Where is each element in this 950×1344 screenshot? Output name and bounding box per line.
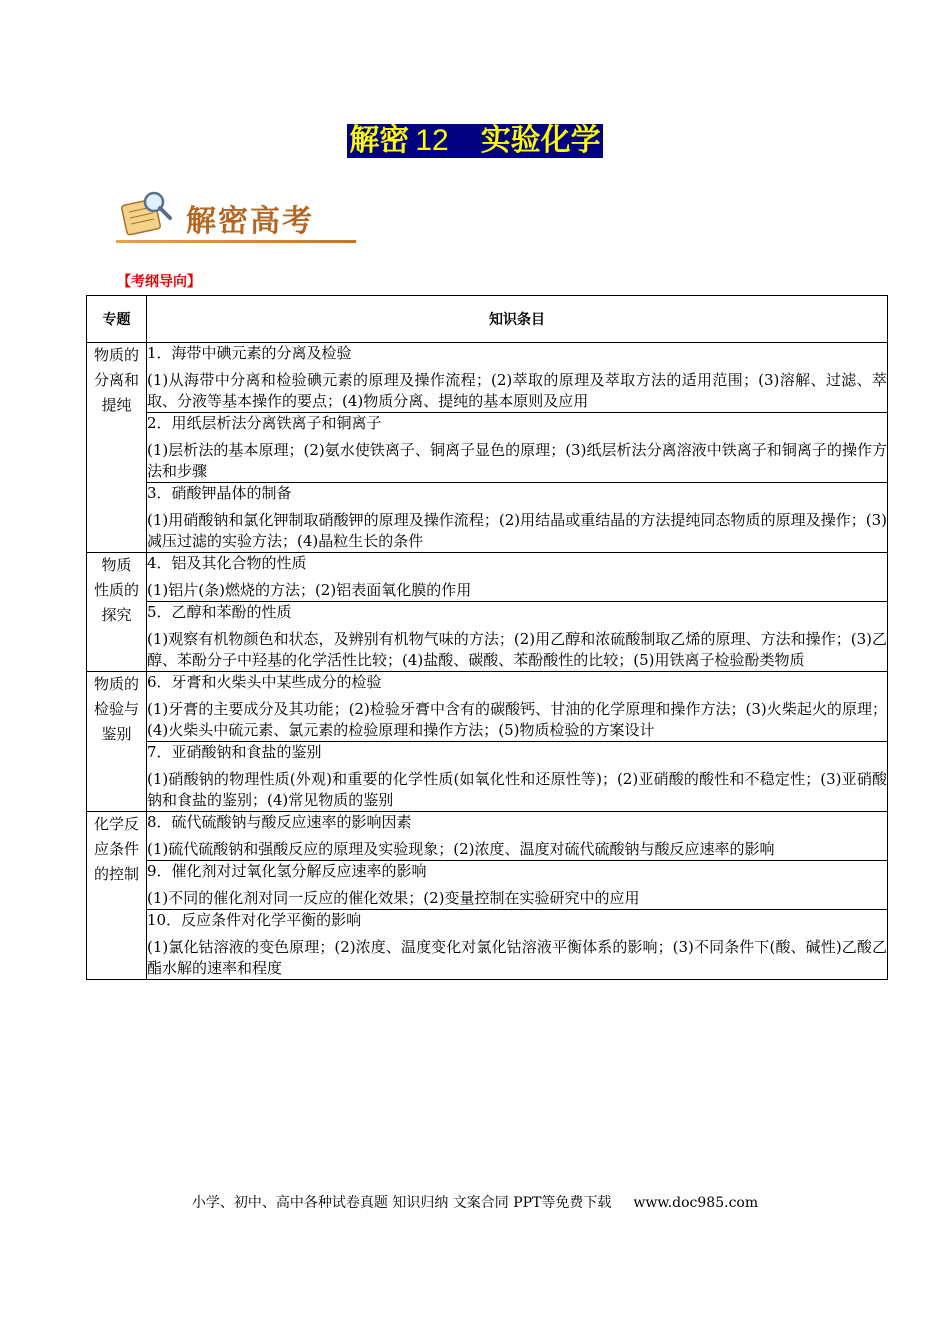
page-footer [0, 1192, 950, 1212]
item-heading: 1．海带中碘元素的分离及检验 [147, 344, 352, 362]
knowledge-item [147, 343, 888, 413]
item-heading: 10．反应条件对化学平衡的影响 [147, 911, 362, 929]
topic-line: 鉴别 [101, 725, 132, 743]
item-description: (1)观察有机物颜色和状态，及辨别有机物气味的方法；(2)用乙醇和浓硫酸制取乙烯的原理、方法和操作；(3)乙醇、苯酚分子中羟基的化学活性比较；(4)盐酸、碳酸、苯酚酸性的比较；(5)用铁离子检验酚类物质 [147, 630, 887, 669]
topic-line: 的控制 [93, 865, 139, 883]
item-description: (1)铝片(条)燃烧的方法；(2)铝表面氧化膜的作用 [147, 581, 472, 599]
topic-line: 物质 [101, 556, 132, 574]
table-row [87, 343, 888, 413]
footer-text: 小学、初中、高中各种试卷真题 知识归纳 文案合同 PPT等免费下载 [191, 1195, 612, 1211]
item-heading: 4．铝及其化合物的性质 [147, 554, 307, 572]
item-heading: 2．用纸层析法分离铁离子和铜离子 [147, 414, 382, 432]
table-row [87, 672, 888, 742]
item-description: (1)层析法的基本原理；(2)氨水使铁离子、铜离子显色的原理；(3)纸层析法分离溶液中铁离子和铜离子的操作方法和步骤 [147, 441, 887, 480]
item-heading: 6．牙膏和火柴头中某些成分的检验 [147, 673, 382, 691]
banner-text: 解密高考 [186, 204, 314, 239]
knowledge-table [86, 295, 888, 980]
topic-line: 应条件 [93, 840, 139, 858]
topic-cell [87, 672, 147, 812]
item-heading: 8．硫代硫酸钠与酸反应速率的影响因素 [147, 813, 412, 831]
topic-line: 分离和 [93, 371, 139, 389]
table-row [87, 413, 888, 483]
item-description: (1)不同的催化剂对同一反应的催化效果；(2)变量控制在实验研究中的应用 [147, 889, 640, 907]
topic-line: 化学反 [93, 815, 139, 833]
topic-cell [87, 343, 147, 553]
topic-line: 探究 [101, 606, 132, 624]
header-topic: 专题 [87, 296, 147, 343]
header-knowledge: 知识条目 [147, 296, 888, 343]
footer-url[interactable]: www.doc985.com [633, 1195, 759, 1211]
banner-underline [116, 240, 356, 243]
topic-line: 检验与 [93, 700, 139, 718]
title-wrap [0, 124, 950, 158]
knowledge-item [147, 812, 888, 861]
table-row [87, 483, 888, 553]
table-header-row [87, 296, 888, 343]
page-title [347, 124, 602, 158]
item-description: (1)从海带中分离和检验碘元素的原理及操作流程；(2)萃取的原理及萃取方法的适用范围；(3)溶解、过滤、萃取、分液等基本操作的要点；(4)物质分离、提纯的基本原则及应用 [147, 371, 887, 410]
item-description: (1)硫代硫酸钠和强酸反应的原理及实验现象；(2)浓度、温度对硫代硫酸钠与酸反应速率的影响 [147, 840, 775, 858]
title-number: 12 [415, 124, 449, 157]
table-row [87, 602, 888, 672]
topic-line: 提纯 [101, 396, 132, 414]
topic-cell [87, 812, 147, 980]
item-heading: 5．乙醇和苯酚的性质 [147, 603, 292, 621]
topic-line: 性质的 [93, 581, 139, 599]
table-row [87, 812, 888, 861]
knowledge-item [147, 553, 888, 602]
item-heading: 9．催化剂对过氧化氢分解反应速率的影响 [147, 862, 427, 880]
table-row [87, 553, 888, 602]
item-description: (1)牙膏的主要成分及其功能；(2)检验牙膏中含有的碳酸钙、甘油的化学原理和操作方法；(3)火柴起火的原理；(4)火柴头中硫元素、氯元素的检验原理和操作方法；(5)物质检验的方案设计 [147, 700, 887, 739]
knowledge-item [147, 413, 888, 483]
notepad-magnifier-icon [116, 188, 186, 244]
item-description: (1)硝酸钠的物理性质(外观)和重要的化学性质(如氧化性和还原性等)；(2)亚硝酸的酸性和不稳定性；(3)亚硝酸钠和食盐的鉴别；(4)常见物质的鉴别 [147, 770, 887, 809]
table-row [87, 861, 888, 910]
item-description: (1)氯化钴溶液的变色原理；(2)浓度、温度变化对氯化钴溶液平衡体系的影响；(3)不同条件下(酸、碱性)乙酸乙酯水解的速率和程度 [147, 938, 887, 977]
topic-cell [87, 553, 147, 672]
item-heading: 7．亚硝酸钠和食盐的鉴别 [147, 743, 322, 761]
knowledge-item [147, 742, 888, 812]
knowledge-item [147, 861, 888, 910]
knowledge-item [147, 672, 888, 742]
title-prefix: 解密 [349, 123, 410, 158]
section-label: 【考纲导向】 [117, 274, 201, 290]
table-row [87, 742, 888, 812]
title-subject: 实验化学 [480, 123, 601, 158]
section-banner [116, 188, 356, 248]
table-row [87, 910, 888, 980]
item-description: (1)用硝酸钠和氯化钾制取硝酸钾的原理及操作流程；(2)用结晶或重结晶的方法提纯同态物质的原理及操作；(3)减压过滤的实验方法；(4)晶粒生长的条件 [147, 511, 887, 550]
item-heading: 3．硝酸钾晶体的制备 [147, 484, 292, 502]
knowledge-item [147, 910, 888, 980]
knowledge-item [147, 483, 888, 553]
knowledge-item [147, 602, 888, 672]
topic-line: 物质的 [93, 346, 139, 364]
topic-line: 物质的 [93, 675, 139, 693]
